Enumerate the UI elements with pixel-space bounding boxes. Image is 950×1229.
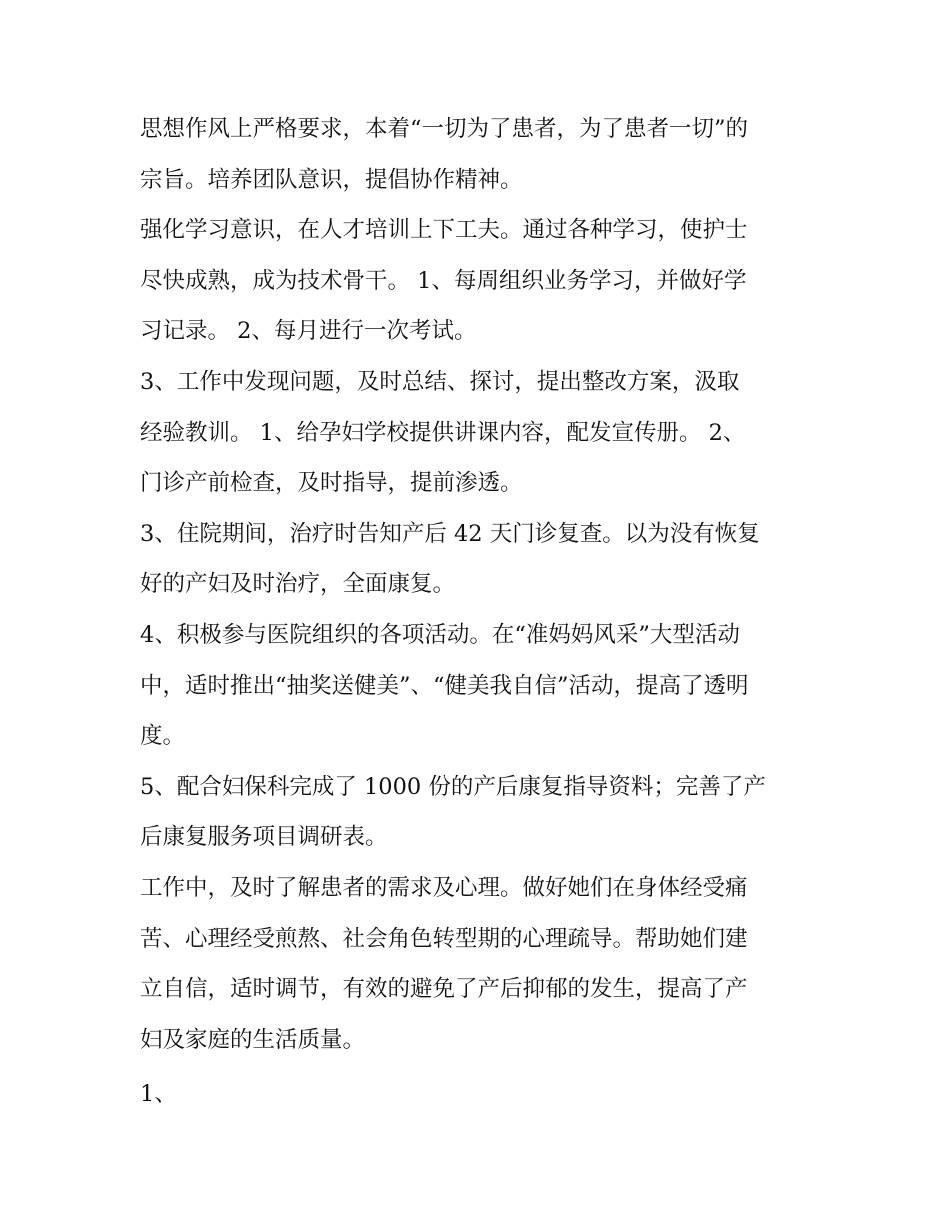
text-line: 宗旨。培养团队意识，提倡协作精神。 [140, 167, 523, 193]
text-line: 后康复服务项目调研表。 [140, 824, 388, 850]
text-line: 思想作风上严格要求，本着“一切为了患者，为了患者一切”的 [140, 116, 749, 142]
text-line: 苦、心理经受煎熬、社会角色转型期的心理疏导。帮助她们建 [140, 926, 748, 952]
text-line: 1、 [140, 1081, 177, 1107]
text-line: 工作中，及时了解患者的需求及心理。做好她们在身体经受痛 [140, 875, 748, 901]
text-line: 习记录。 2、每月进行一次考试。 [140, 318, 477, 344]
text-line: 尽快成熟，成为技术骨干。 1、每周组织业务学习，并做好学 [140, 268, 747, 294]
text-line: 好的产妇及时治疗，全面康复。 [140, 571, 456, 597]
text-line: 3、住院期间，治疗时告知产后 42 天门诊复查。以为没有恢复 [140, 521, 760, 547]
text-line: 经验教训。 1、给孕妇学校提供讲课内容，配发宣传册。 2、 [140, 420, 746, 446]
text-line: 妇及家庭的生活质量。 [140, 1027, 366, 1053]
text-line: 度。 [140, 723, 186, 749]
text-line: 4、积极参与医院组织的各项活动。在“准妈妈风采”大型活动 [140, 622, 740, 648]
text-line: 强化学习意识，在人才培训上下工夫。通过各种学习，使护士 [140, 217, 748, 243]
text-line: 3、工作中发现问题，及时总结、探讨，提出整改方案，汲取 [140, 369, 740, 395]
text-line: 门诊产前检查，及时指导，提前渗透。 [140, 470, 523, 496]
text-line: 中，适时推出“抽奖送健美”、“健美我自信”活动，提高了透明 [140, 673, 749, 699]
text-line: 立自信，适时调节，有效的避免了产后抑郁的发生，提高了产 [140, 976, 748, 1002]
text-line: 5、配合妇保科完成了 1000 份的产后康复指导资料；完善了产 [140, 774, 766, 800]
